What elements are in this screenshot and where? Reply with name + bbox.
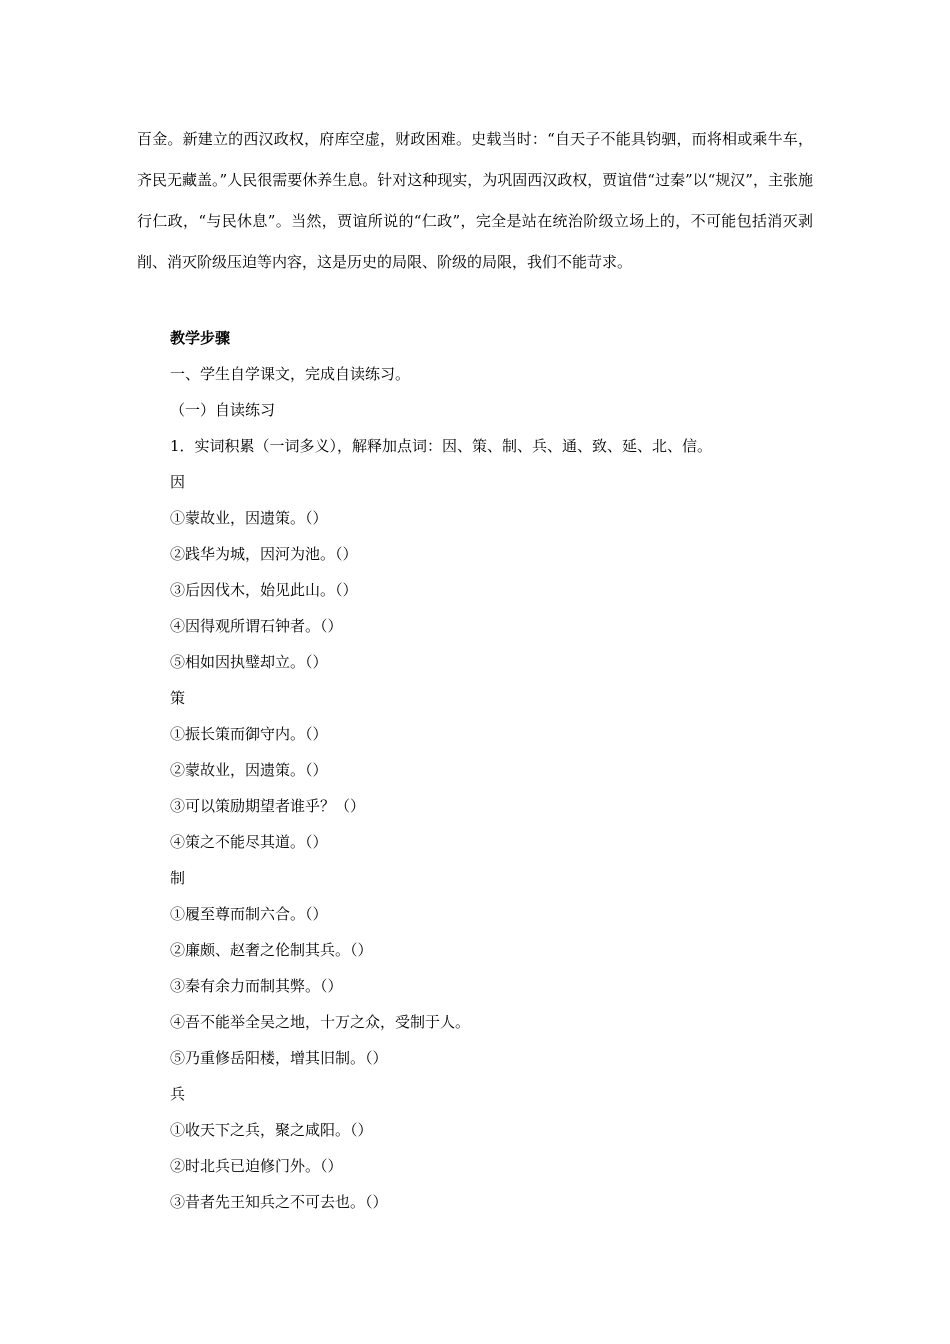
list-item: ④吾不能举全吴之地，十万之众，受制于人。: [170, 1013, 471, 1031]
exercise-1: 1．实词积累（一词多义），解释加点词：因、策、制、兵、通、致、延、北、信。: [170, 437, 713, 455]
list-item: ③昔者先王知兵之不可去也。（）: [170, 1193, 388, 1211]
group-head-bing: 兵: [170, 1085, 186, 1103]
list-item: ④策之不能尽其道。（）: [170, 833, 328, 851]
group-head-ce: 策: [170, 689, 186, 707]
list-item: ①振长策而御守内。（）: [170, 725, 328, 743]
list-item: ①收天下之兵，聚之咸阳。（）: [170, 1121, 373, 1139]
section-heading: 教学步骤: [170, 329, 231, 347]
list-item: ②廉颇、赵奢之伦制其兵。（）: [170, 941, 373, 959]
group-head-zhi: 制: [170, 869, 186, 887]
group-head-yin: 因: [170, 473, 186, 491]
step-one: 一、学生自学课文，完成自读练习。: [170, 365, 411, 383]
list-item: ①履至尊而制六合。（）: [170, 905, 328, 923]
list-item: ③后因伐木，始见此山。（）: [170, 581, 358, 599]
list-item: ③可以策励期望者谁乎？（）: [170, 797, 366, 815]
list-item: ⑤乃重修岳阳楼，增其旧制。（）: [170, 1049, 388, 1067]
list-item: ③秦有余力而制其弊。（）: [170, 977, 343, 995]
list-item: ⑤相如因执璧却立。（）: [170, 653, 328, 671]
list-item: ②时北兵已迫修门外。（）: [170, 1157, 343, 1175]
intro-paragraph: 百金。新建立的西汉政权，府库空虚，财政困难。史载当时：“自天子不能具钧驷，而将相或乘牛车，齐民无藏盖。”人民很需要休养生息。针对这种现实，为巩固西汉政权，贾谊借“过秦”以“规汉”，主张施行仁政，“与民休息”。当然，贾谊所说的“仁政”，完全是站在统治阶级立场上的，不可能包括消灭剥削、消灭阶级压迫等内容，这是历史的局限、阶级的局限，我们不能苛求。: [137, 130, 813, 271]
list-item: ②践华为城，因河为池。（）: [170, 545, 358, 563]
list-item: ①蒙故业，因遗策。（）: [170, 509, 328, 527]
subsection-title: （一）自读练习: [170, 401, 276, 419]
list-item: ④因得观所谓石钟者。（）: [170, 617, 343, 635]
list-item: ②蒙故业，因遗策。（）: [170, 761, 328, 779]
